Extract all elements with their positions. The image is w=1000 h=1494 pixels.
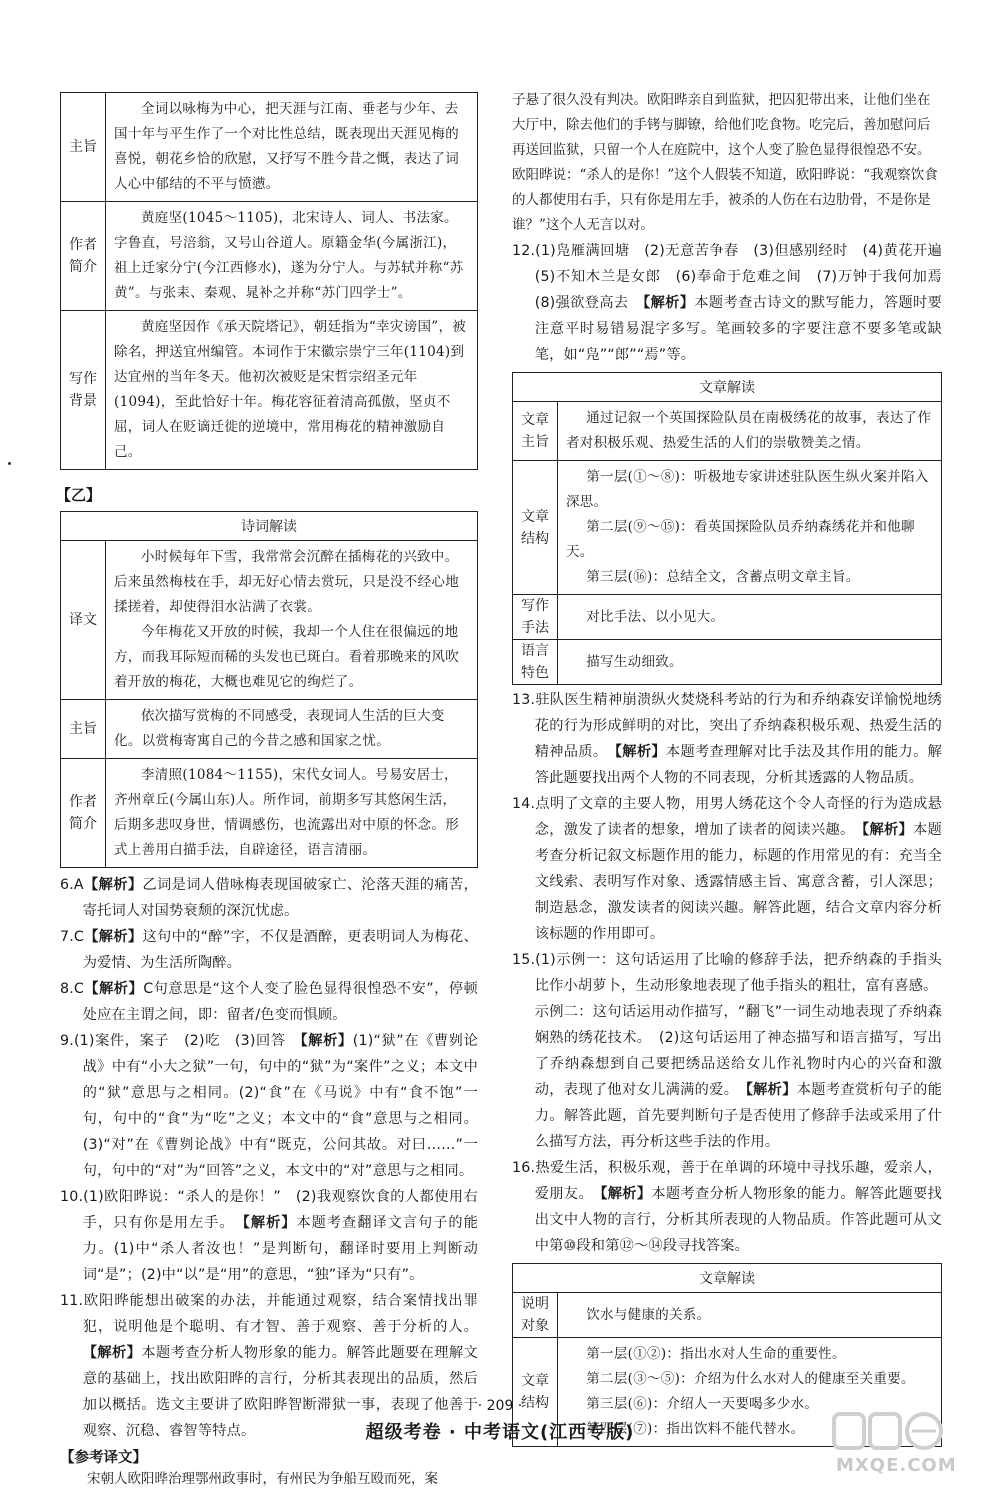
article-table-1-header: 文章解读 [513, 373, 942, 402]
answer-body: 驻队医生精神崩溃纵火焚烧科考站的行为和乔纳森安详愉悦地绣花的行为形成鲜明的对比，突出了乔纳森积极乐观、热爱生活的精神品质。 [534, 692, 942, 760]
answer-item [60, 872, 478, 924]
answer-body: 热爱生活，积极乐观，善于在单调的环境中寻找乐趣，爱亲人，爱朋友。 [534, 1160, 942, 1202]
answer-number: 9. [60, 1033, 74, 1049]
jia-table-row-paragraph: 黄庭坚因作《承天院塔记》，朝廷指为“幸灾谤国”，被除名，押送宜州编管。本词作于宋徽宗崇宁三年(1104)到达宜州的当年冬天。他初次被贬是宋哲宗绍圣元年(1094)，至此恰好十年。梅花容征着清高孤傲，坚贞不屈，词人在贬谪迁徙的逆境中，常用梅花的精神激励自己。 [114, 319, 467, 460]
analysis-text: 乙词是词人借咏梅表现国破家亡、沦落天涯的痛苦，寄托词人对国势衰颓的深沉忧虑。 [82, 877, 478, 919]
answer-body: 欧阳晔能想出破案的办法，并能通过观察，结合案情找出罪犯，说明他是个聪明、有才智、善于观察、善于分析的人。 [82, 1293, 478, 1335]
analysis-tag: 【解析】 [643, 295, 695, 311]
answer-body: (1)欧阳晔说：“杀人的是你！” (2)我观察饮食的人都使用右手，只有你是用左手。 [82, 1189, 478, 1231]
jia-table-row-label: 主旨 [61, 93, 106, 202]
reference-translation-title: 【参考译文】 [60, 1450, 147, 1466]
analysis-tag: 【解析】 [83, 877, 143, 893]
answer-number: 12. [512, 243, 536, 259]
answer-item-continued [512, 999, 942, 1155]
yi-table-row-content [106, 700, 478, 759]
answer-body: (1)凫雁满回塘 (2)无意苦争春 (3)但感别经时 (4)黄花开遍 (5)不知木兰是女郎 (6)奉命于危难之间 (7)万钟于我何加焉 (8)强欲登高去 [534, 243, 957, 311]
article-table-2-row-label: 说明对象 [513, 1293, 558, 1338]
yi-table-row-label: 译文 [61, 541, 106, 700]
article-table-1-row-content [558, 595, 942, 640]
analysis-text: 本题考查分析人物形象的能力。解答此题要在理解文意的基础上，找出欧阳晔的言行，分析其表现出的品质，然后加以概括。选文主要讲了欧阳晔智断滞狱一事，表现了他善于观察、沉稳、睿智等特点。 [82, 1345, 478, 1439]
analysis-tag: 【解析】 [242, 1215, 297, 1231]
yi-table-row-content [106, 541, 478, 700]
yi-table-row [61, 759, 478, 868]
right-answers [512, 687, 942, 1259]
analysis-text: 本题考查翻译文言句子的能力。(1)中“杀人者汝也！”是判断句，翻译时要用上判断动词“是”；(2)中“以”是“用”的意思，“独”译为“只有”。 [82, 1215, 479, 1283]
stray-dot [8, 462, 11, 465]
reference-translation-continued: 子悬了很久没有判决。欧阳晔亲自到监狱，把囚犯带出来，让他们坐在大厅中，除去他们的手铐与脚镣，给他们吃食物。吃完后，善加慰问后再送回监狱，只留一个人在庭院中，这个人变了脸色显得很惶恐不安。欧阳晔说：“杀人的是你！”这个人假装不知道，欧阳晔说：“我观察饮食的人都使用右手，只有你是用左手，被杀的人伤在右边肋骨，不是你是谁？”这个人无言以对。 [512, 92, 938, 233]
left-column [56, 92, 479, 1492]
analysis-tag: 【解析】 [84, 981, 144, 997]
article-table-1-row-paragraph: 第三层(⑯)：总结全文，含蓄点明文章主旨。 [586, 569, 860, 585]
article-table-1-row [513, 595, 942, 640]
article-table-1-row-paragraph: 描写生动细致。 [586, 653, 683, 670]
answer-item [60, 1028, 478, 1184]
answer-number: 11. [60, 1293, 84, 1309]
watermark-text: MXQE.COM [836, 1455, 957, 1476]
yi-section-label: 【乙】 [56, 486, 102, 504]
article-table-1-row-paragraph: 通过记叙一个英国探险队员在南极绣花的故事，表达了作者对积极乐观、热爱生活的人们的崇敬赞美之情。 [566, 410, 932, 451]
answer-body: 点明了文章的主要人物，用男人绣花这个令人奇怪的行为造成悬念，激发了读者的想象，增加了读者的阅读兴趣。 [534, 796, 942, 838]
answer-number: 10. [60, 1189, 84, 1205]
answer-body-second: 示例二：这句话运用动作描写，“翻飞”一词生动地表现了乔纳森娴熟的绣花技术。 (2)这句话运用了神态描写和语言描写，写出了乔纳森想到自己要把绣品送给女儿作礼物时内心的兴奋和激动，表现了他对女儿满满的爱。 [534, 1004, 942, 1098]
book-title: 超级考卷 · 中考语文(江西专版) [365, 1422, 635, 1443]
jia-table [60, 92, 478, 470]
yi-table-row-paragraph: 依次描写赏梅的不同感受，表现词人生活的巨大变化。以赏梅寄寓自己的今昔之感和国家之忧。 [114, 708, 445, 749]
reference-translation-text: 宋朝人欧阳晔治理鄂州政事时，有州民为争船互殴而死，案 [87, 1471, 438, 1487]
analysis-tag: 【解析】 [745, 1082, 797, 1098]
article-table-2-row [513, 1293, 942, 1338]
yi-table-row-paragraph: 小时候每年下雪，我常常会沉醉在插梅花的兴致中。后来虽然梅枝在手，却无好心情去赏玩，只是没不经心地揉搓着，却使得泪水沾满了衣裳。 [114, 549, 459, 615]
article-table-2-row-paragraph: 第一层(①②)：指出水对人生命的重要性。 [586, 1346, 846, 1362]
yi-table-row-paragraph: 今年梅花又开放的时候，我却一个人住在很偏远的地方，而我耳际短而稀的头发也已斑白。看着那晚来的风吹着开放的梅花，大概也难见它的绚烂了。 [114, 624, 459, 690]
yi-table-row [61, 700, 478, 759]
article-table-1-row [513, 402, 942, 461]
jia-table-row-paragraph: 全词以咏梅为中心，把天涯与江南、垂老与少年、去国十年与平生作了一个对比性总结，既表现出天涯见梅的喜悦，朝花乡恰的欣慰，又抒写不胜今昔之慨，表达了词人心中郁结的不平与愤懑。 [114, 101, 459, 192]
analysis-tag: 【解析】 [614, 744, 666, 760]
analysis-tag: 【解析】 [300, 1033, 353, 1049]
analysis-text: 本题考查赏析句子的能力。解答此题，首先要判断句子是否使用了修辞手法或采用了什么描写方法，再分析这些手法的作用。 [534, 1082, 942, 1150]
analysis-text: 本题考查古诗文的默写能力，答题时要注意平时易错易混字多写。笔画较多的字要注意不要多笔或缺笔，如“凫”“郎”“焉”等。 [534, 295, 943, 363]
answer-item [512, 1155, 942, 1259]
answer-number: 14. [512, 796, 536, 812]
article-table-2-row-paragraph: 饮水与健康的关系。 [586, 1306, 711, 1323]
answer-item [60, 924, 478, 976]
page-number: · 209 · [477, 1398, 523, 1414]
article-table-2-row-label: 文章结构 [513, 1338, 558, 1447]
answer-number: 8.C [60, 981, 85, 997]
analysis-tag: 【解析】 [84, 929, 143, 945]
jia-table-row-label: 写作背景 [61, 311, 106, 470]
analysis-text: 本题考查理解对比手法及其作用的能力。解答此题要找出两个人物的不同表现，分析其透露的人物品质。 [534, 744, 942, 786]
article-table-1 [512, 372, 942, 685]
article-table-2-row-paragraph: 第二层(③～⑤)：介绍为什么水对人的健康至关重要。 [586, 1371, 915, 1387]
answer-number: 13. [512, 692, 536, 708]
yi-table-row [61, 541, 478, 700]
yi-table-row-label: 作者简介 [61, 759, 106, 868]
article-table-1-row-label: 语言特色 [513, 640, 558, 685]
jia-table-row [61, 202, 478, 311]
answer-item [60, 1184, 478, 1288]
answer-item [512, 238, 957, 368]
article-table-1-row-content [558, 402, 942, 461]
analysis-tag: 【解析】 [82, 1345, 142, 1361]
answer-12 [512, 238, 957, 368]
jia-table-row [61, 311, 478, 470]
analysis-text: C句意思是“这个人变了脸色显得很惶恐不安”，停顿处应在主谓之间，即：留者/色变而惧顾。 [82, 981, 478, 1023]
analysis-text: (1)“狱”在《曹刿论战》中有“小大之狱”一句，句中的“狱”为“案件”之义；本文中的“狱”意思与之相同。(2)“食”在《马说》中有“食不饱”一句，句中的“食”为“吃”之义；本文中的“食”意思与之相同。(3)“对”在《曹刿论战》中有“既克，公问其故。对曰……”一句，句中的“对”为“回答”之义，本文中的“对”意思与之相同。 [82, 1033, 479, 1179]
answer-number: 6.A [60, 877, 84, 893]
article-table-1-row-label: 写作手法 [513, 595, 558, 640]
analysis-tag: 【解析】 [862, 822, 914, 838]
article-table-1-row-content [558, 640, 942, 685]
article-table-1-row-paragraph: 第一层(①～⑧)：听极地专家讲述驻队医生纵火案并陷入深思。 [566, 469, 929, 510]
article-table-2-row-paragraph: 第三层(⑥)：介绍人一天要喝多少水。 [586, 1396, 819, 1412]
article-table-1-row [513, 461, 942, 595]
article-table-1-row-content [558, 461, 942, 595]
yi-table-row-content [106, 759, 478, 868]
jia-table-row-label: 作者简介 [61, 202, 106, 311]
answer-body: (1)示例一：这句话运用了比喻的修辞手法，把乔纳森的手指头比作小胡萝卜，生动形象地表现了他手指头的粗壮，富有喜感。 [534, 952, 942, 994]
yi-table [60, 511, 478, 868]
yi-table-row-paragraph: 李清照(1084～1155)，宋代女词人。号易安居士，齐州章丘(今属山东)人。所作词，前期多写其悠闲生活，后期多悲叹身世，情调感伤，也流露出对中原的怀念。形式上善用白描手法，自辟途径，语言清丽。 [114, 767, 459, 858]
answer-number: 16. [512, 1160, 536, 1176]
article-table-1-row-label: 文章结构 [513, 461, 558, 595]
left-answers [60, 872, 478, 1444]
analysis-text: 本题考查分析记叙文标题作用的能力，标题的作用常见的有：充当全文线索、表明写作对象、透露情感主旨、寓意含蓄，引人深思；制造悬念，激发读者的阅读兴趣。解答此题，结合文章内容分析该标题的作用即可。 [534, 822, 942, 942]
yi-table-row-label: 主旨 [61, 700, 106, 759]
article-table-1-row-paragraph: 第二层(⑨～⑮)：看英国探险队员乔纳森绣花并和他聊天。 [566, 519, 915, 560]
yi-table-header: 诗词解读 [61, 512, 478, 541]
answer-item [512, 791, 942, 947]
jia-table-row-content [106, 93, 478, 202]
answer-item [60, 976, 478, 1028]
answer-item [512, 687, 942, 791]
analysis-text: 这句中的“醉”字，不仅是酒醉，更表明词人为梅花、为爱情、为生活所陶醉。 [82, 929, 478, 971]
answer-number: 7.C [60, 929, 85, 945]
right-column [512, 88, 957, 1447]
jia-table-row-content [106, 311, 478, 470]
analysis-text: 本题考查分析人物形象的能力。解答此题要找出文中人物的言行，分析其所表现的人物品质。作答此题可从文中第⑩段和第⑫～⑭段寻找答案。 [534, 1186, 942, 1254]
jia-table-row-content [106, 202, 478, 311]
answer-body: (1)案件，案子 (2)吃 (3)回答 [73, 1033, 301, 1049]
article-table-2-header: 文章解读 [513, 1264, 942, 1293]
analysis-tag: 【解析】 [600, 1186, 652, 1202]
answer-number: 15. [512, 952, 536, 968]
jia-table-row [61, 93, 478, 202]
article-table-1-row [513, 640, 942, 685]
article-table-1-row-paragraph: 对比手法、以小见大。 [586, 608, 725, 625]
article-table-2-row-content [558, 1293, 942, 1338]
answer-item [512, 947, 942, 999]
article-table-1-row-label: 文章主旨 [513, 402, 558, 461]
jia-table-row-paragraph: 黄庭坚(1045～1105)，北宋诗人、词人、书法家。字鲁直，号涪翁，又号山谷道人。原籍金华(今属浙江)，祖上迁家分宁(今江西修水)，遂为分宁人。与苏轼并称“苏黄”。与张耒、秦观、晁补之并称“苏门四学士”。 [114, 210, 464, 301]
article-table-2-row-paragraph: 第四层(⑦)：指出饮料不能代替水。 [586, 1421, 805, 1437]
